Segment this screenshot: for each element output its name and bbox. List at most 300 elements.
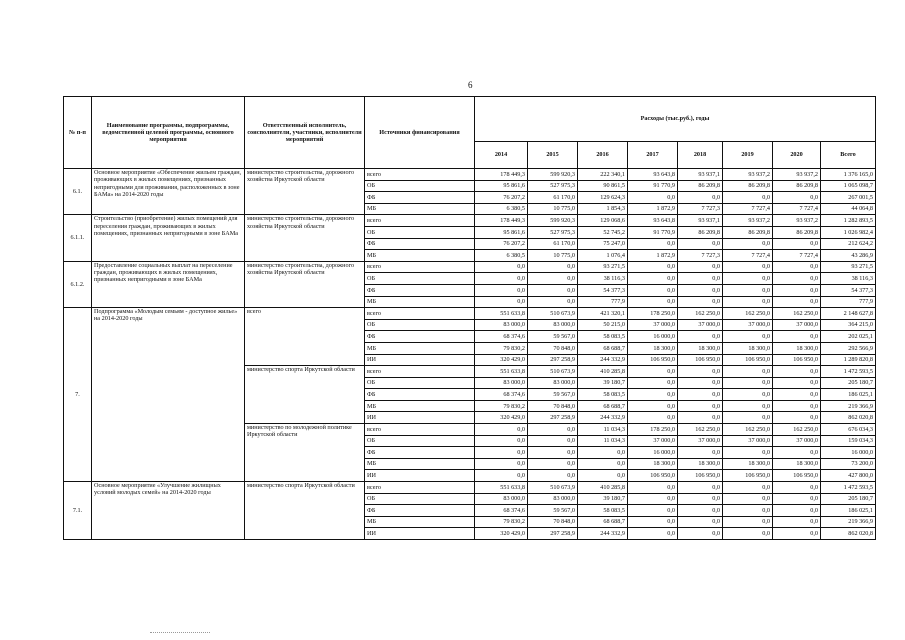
row-value: 0,0 [678, 482, 723, 494]
row-value: 37 000,0 [723, 435, 773, 447]
row-value: 0,0 [528, 435, 578, 447]
row-value: 0,0 [723, 493, 773, 505]
header-year: 2017 [628, 142, 678, 169]
row-source: ОБ [365, 377, 475, 389]
row-value: 0,0 [678, 238, 723, 250]
row-value: 292 566,9 [821, 342, 876, 354]
row-value: 7 727,4 [723, 203, 773, 215]
row-value: 0,0 [723, 273, 773, 285]
row-value: 18 300,0 [678, 458, 723, 470]
row-value: 0,0 [628, 400, 678, 412]
row-value: 0,0 [628, 389, 678, 401]
row-value: 0,0 [723, 516, 773, 528]
row-value: 212 624,2 [821, 238, 876, 250]
row-value: 70 848,0 [528, 342, 578, 354]
row-value: 59 567,0 [528, 505, 578, 517]
row-value: 427 800,0 [821, 470, 876, 482]
row-value: 777,9 [578, 296, 628, 308]
row-value: 0,0 [773, 516, 821, 528]
header-year: Всего [821, 142, 876, 169]
row-value: 162 250,0 [773, 424, 821, 436]
row-value: 91 770,9 [628, 180, 678, 192]
header-num: № п-п [64, 97, 92, 169]
row-value: 178 250,0 [628, 424, 678, 436]
row-title: Основное мероприятие «Обеспечение жильем граждан, проживающих в жилых помещениях, признанных непригодными для проживания, расположенных в зоне БАМа» на 2014-2020 годы [92, 169, 245, 215]
row-source: всего [365, 215, 475, 227]
row-title: Основное мероприятие «Улучшение жилищных условий молодых семей» на 2014-2020 годы [92, 482, 245, 540]
header-year: 2020 [773, 142, 821, 169]
header-expenses: Расходы (тыс.руб.), годы [475, 97, 876, 142]
row-value: 297 258,9 [528, 412, 578, 424]
row-value: 93 937,2 [773, 169, 821, 181]
row-value: 68 374,6 [475, 505, 528, 517]
table-row [64, 215, 876, 227]
row-value: 178 449,3 [475, 169, 528, 181]
row-value: 599 920,3 [528, 215, 578, 227]
row-source: всего [365, 366, 475, 378]
row-source: ФБ [365, 505, 475, 517]
row-value: 0,0 [723, 528, 773, 540]
row-value: 106 950,0 [773, 470, 821, 482]
header-name: Наименование программы, подпрограммы, ведомственной целевой программы, основного мероприятия [92, 97, 245, 169]
row-value: 0,0 [528, 284, 578, 296]
row-source: ФБ [365, 389, 475, 401]
row-value: 267 001,5 [821, 192, 876, 204]
row-source: ИИ [365, 470, 475, 482]
row-value: 50 215,0 [578, 319, 628, 331]
row-value: 93 271,5 [578, 261, 628, 273]
row-value: 0,0 [528, 447, 578, 459]
row-value: 0,0 [723, 296, 773, 308]
row-value: 0,0 [773, 261, 821, 273]
row-source: МБ [365, 342, 475, 354]
row-value: 37 000,0 [678, 435, 723, 447]
row-value: 599 920,3 [528, 169, 578, 181]
row-value: 79 830,2 [475, 516, 528, 528]
row-executor: министерство спорта Иркутской области [245, 366, 365, 424]
row-value: 68 374,6 [475, 331, 528, 343]
row-source: ФБ [365, 192, 475, 204]
row-value: 79 830,2 [475, 342, 528, 354]
row-value: 162 250,0 [723, 308, 773, 320]
row-executor: министерство строительства, дорожного хозяйства Иркутской области [245, 169, 365, 215]
row-value: 0,0 [678, 261, 723, 273]
row-value: 93 643,8 [628, 215, 678, 227]
row-value: 0,0 [723, 505, 773, 517]
row-value: 61 170,0 [528, 238, 578, 250]
row-value: 0,0 [723, 400, 773, 412]
row-value: 61 170,0 [528, 192, 578, 204]
row-value: 18 300,0 [628, 342, 678, 354]
row-value: 0,0 [773, 412, 821, 424]
row-value: 93 271,5 [821, 261, 876, 273]
row-source: ИИ [365, 528, 475, 540]
row-value: 16 000,0 [628, 447, 678, 459]
row-value: 510 673,9 [528, 308, 578, 320]
row-number: 6.1. [64, 169, 92, 215]
row-value: 93 937,1 [678, 169, 723, 181]
row-value: 16 000,0 [821, 447, 876, 459]
row-value: 68 688,7 [578, 516, 628, 528]
row-value: 0,0 [773, 447, 821, 459]
row-value: 0,0 [723, 447, 773, 459]
row-source: МБ [365, 296, 475, 308]
row-value: 0,0 [678, 273, 723, 285]
row-source: МБ [365, 203, 475, 215]
row-value: 0,0 [678, 366, 723, 378]
row-value: 244 332,9 [578, 528, 628, 540]
row-value: 410 285,8 [578, 366, 628, 378]
row-value: 1 065 098,7 [821, 180, 876, 192]
row-value: 1 376 165,0 [821, 169, 876, 181]
row-source: всего [365, 424, 475, 436]
row-value: 59 567,0 [528, 331, 578, 343]
row-value: 0,0 [628, 516, 678, 528]
row-value: 0,0 [628, 238, 678, 250]
row-value: 0,0 [678, 377, 723, 389]
header-year: 2016 [578, 142, 628, 169]
row-value: 39 180,7 [578, 493, 628, 505]
row-value: 7 727,4 [723, 250, 773, 262]
row-value: 0,0 [773, 331, 821, 343]
row-value: 0,0 [723, 331, 773, 343]
row-value: 0,0 [475, 424, 528, 436]
row-number: 7. [64, 308, 92, 482]
row-value: 59 567,0 [528, 389, 578, 401]
row-source: МБ [365, 400, 475, 412]
row-value: 86 209,8 [678, 226, 723, 238]
header-source: Источники финансирования [365, 97, 475, 169]
row-source: ФБ [365, 447, 475, 459]
row-value: 83 000,0 [528, 377, 578, 389]
row-value: 178 250,0 [628, 308, 678, 320]
row-value: 777,9 [821, 296, 876, 308]
row-value: 70 848,0 [528, 400, 578, 412]
row-value: 73 200,0 [821, 458, 876, 470]
row-value: 93 937,2 [773, 215, 821, 227]
row-value: 38 116,3 [821, 273, 876, 285]
row-value: 297 258,9 [528, 354, 578, 366]
row-source: всего [365, 261, 475, 273]
row-value: 86 209,8 [773, 180, 821, 192]
row-value: 37 000,0 [678, 319, 723, 331]
row-source: ИИ [365, 354, 475, 366]
row-executor: всего [245, 308, 365, 366]
row-value: 320 429,0 [475, 528, 528, 540]
row-value: 0,0 [723, 284, 773, 296]
row-value: 1 076,4 [578, 250, 628, 262]
row-value: 106 950,0 [773, 354, 821, 366]
row-value: 37 000,0 [628, 435, 678, 447]
row-value: 0,0 [678, 528, 723, 540]
row-value: 0,0 [628, 296, 678, 308]
row-value: 106 950,0 [723, 354, 773, 366]
row-value: 297 258,9 [528, 528, 578, 540]
row-value: 0,0 [773, 377, 821, 389]
row-value: 0,0 [678, 331, 723, 343]
row-value: 0,0 [723, 389, 773, 401]
row-value: 58 083,5 [578, 389, 628, 401]
row-value: 0,0 [628, 505, 678, 517]
row-value: 551 633,8 [475, 482, 528, 494]
row-value: 862 020,8 [821, 528, 876, 540]
row-value: 159 034,3 [821, 435, 876, 447]
row-value: 95 861,6 [475, 226, 528, 238]
row-value: 0,0 [628, 493, 678, 505]
row-value: 0,0 [773, 528, 821, 540]
row-value: 37 000,0 [773, 435, 821, 447]
row-value: 0,0 [678, 412, 723, 424]
row-value: 0,0 [528, 458, 578, 470]
row-source: ИИ [365, 412, 475, 424]
row-source: ОБ [365, 180, 475, 192]
row-value: 10 775,0 [528, 250, 578, 262]
row-value: 0,0 [678, 284, 723, 296]
row-value: 162 250,0 [678, 424, 723, 436]
row-value: 0,0 [678, 493, 723, 505]
table-header [64, 97, 876, 169]
table-row [64, 482, 876, 494]
row-source: ОБ [365, 273, 475, 285]
row-value: 129 624,3 [578, 192, 628, 204]
row-value: 1 026 982,4 [821, 226, 876, 238]
row-value: 106 950,0 [628, 354, 678, 366]
row-value: 54 377,3 [578, 284, 628, 296]
row-value: 527 975,3 [528, 226, 578, 238]
row-value: 510 673,9 [528, 482, 578, 494]
row-value: 0,0 [678, 505, 723, 517]
row-value: 83 000,0 [475, 319, 528, 331]
row-value: 93 937,2 [723, 215, 773, 227]
row-value: 0,0 [628, 528, 678, 540]
row-value: 86 209,8 [678, 180, 723, 192]
row-value: 551 633,8 [475, 366, 528, 378]
row-value: 0,0 [678, 516, 723, 528]
row-value: 205 180,7 [821, 493, 876, 505]
row-value: 186 025,1 [821, 389, 876, 401]
row-source: ОБ [365, 319, 475, 331]
row-value: 0,0 [773, 238, 821, 250]
row-value: 0,0 [773, 366, 821, 378]
row-source: МБ [365, 250, 475, 262]
row-value: 0,0 [773, 389, 821, 401]
row-title: Предоставление социальных выплат на переселение граждан, проживающих в жилых помещениях, признанных непригодными в зоне БАМа [92, 261, 245, 307]
row-value: 0,0 [475, 470, 528, 482]
row-value: 1 472 593,5 [821, 482, 876, 494]
row-value: 0,0 [475, 273, 528, 285]
row-executor: министерство по молодежной политике Иркутской области [245, 424, 365, 482]
row-value: 0,0 [528, 470, 578, 482]
row-value: 0,0 [678, 389, 723, 401]
row-title: Подпрограмма «Молодым семьям - доступное жилье» на 2014-2020 годы [92, 308, 245, 482]
row-value: 18 300,0 [723, 342, 773, 354]
row-value: 6 380,5 [475, 203, 528, 215]
row-number: 6.1.2. [64, 261, 92, 307]
row-value: 83 000,0 [528, 493, 578, 505]
row-value: 527 975,3 [528, 180, 578, 192]
row-value: 0,0 [723, 482, 773, 494]
row-value: 0,0 [773, 273, 821, 285]
row-value: 7 727,4 [773, 250, 821, 262]
header-executor: Ответственный исполнитель, соисполнители, участники, исполнители мероприятий [245, 97, 365, 169]
row-source: ОБ [365, 493, 475, 505]
table-row [64, 261, 876, 273]
row-value: 1 872,9 [628, 203, 678, 215]
row-value: 0,0 [773, 296, 821, 308]
row-value: 0,0 [528, 261, 578, 273]
row-source: ОБ [365, 435, 475, 447]
row-value: 83 000,0 [475, 493, 528, 505]
row-value: 93 937,1 [678, 215, 723, 227]
row-value: 86 209,8 [773, 226, 821, 238]
row-source: ФБ [365, 331, 475, 343]
row-value: 320 429,0 [475, 354, 528, 366]
row-value: 106 950,0 [723, 470, 773, 482]
row-value: 0,0 [773, 400, 821, 412]
header-year: 2018 [678, 142, 723, 169]
row-executor: министерство спорта Иркутской области [245, 482, 365, 540]
row-value: 0,0 [773, 505, 821, 517]
row-value: 421 320,1 [578, 308, 628, 320]
row-value: 37 000,0 [628, 319, 678, 331]
row-executor: министерство строительства, дорожного хозяйства Иркутской области [245, 261, 365, 307]
row-value: 93 643,8 [628, 169, 678, 181]
row-value: 0,0 [628, 366, 678, 378]
row-value: 0,0 [678, 296, 723, 308]
row-value: 0,0 [578, 470, 628, 482]
row-value: 1 289 820,8 [821, 354, 876, 366]
row-value: 0,0 [723, 366, 773, 378]
row-value: 93 937,2 [723, 169, 773, 181]
row-source: МБ [365, 516, 475, 528]
row-value: 7 727,3 [678, 203, 723, 215]
row-value: 90 861,5 [578, 180, 628, 192]
row-value: 106 950,0 [678, 470, 723, 482]
row-value: 0,0 [528, 424, 578, 436]
row-value: 68 688,7 [578, 400, 628, 412]
row-value: 0,0 [628, 412, 678, 424]
row-source: всего [365, 482, 475, 494]
row-number: 6.1.1. [64, 215, 92, 261]
row-value: 18 300,0 [678, 342, 723, 354]
row-value: 106 950,0 [628, 470, 678, 482]
row-value: 364 215,0 [821, 319, 876, 331]
table-body [64, 169, 876, 540]
row-value: 43 286,9 [821, 250, 876, 262]
row-value: 83 000,0 [528, 319, 578, 331]
row-value: 129 068,6 [578, 215, 628, 227]
row-value: 38 116,3 [578, 273, 628, 285]
row-value: 58 083,5 [578, 331, 628, 343]
row-value: 0,0 [628, 273, 678, 285]
row-source: МБ [365, 458, 475, 470]
row-value: 162 250,0 [723, 424, 773, 436]
row-value: 11 034,3 [578, 424, 628, 436]
row-value: 1 854,3 [578, 203, 628, 215]
row-value: 106 950,0 [678, 354, 723, 366]
row-value: 18 300,0 [723, 458, 773, 470]
header-year: 2015 [528, 142, 578, 169]
row-value: 0,0 [475, 284, 528, 296]
row-value: 0,0 [475, 296, 528, 308]
row-value: 0,0 [723, 377, 773, 389]
row-value: 0,0 [773, 493, 821, 505]
row-value: 0,0 [578, 458, 628, 470]
row-value: 76 207,2 [475, 192, 528, 204]
row-value: 76 207,2 [475, 238, 528, 250]
row-value: 410 285,8 [578, 482, 628, 494]
row-value: 37 000,0 [773, 319, 821, 331]
row-value: 320 429,0 [475, 412, 528, 424]
row-value: 178 449,3 [475, 215, 528, 227]
row-source: всего [365, 169, 475, 181]
row-value: 244 332,9 [578, 354, 628, 366]
row-value: 510 673,9 [528, 366, 578, 378]
page-number: 6 [468, 80, 473, 90]
row-source: ФБ [365, 238, 475, 250]
row-value: 52 745,2 [578, 226, 628, 238]
row-value: 68 688,7 [578, 342, 628, 354]
row-value: 0,0 [723, 412, 773, 424]
row-value: 0,0 [528, 273, 578, 285]
row-title: Строительство (приобретение) жилых помещений для переселения граждан, проживающих в жилых помещениях, признанных непригодными в зоне БАМа [92, 215, 245, 261]
row-value: 205 180,7 [821, 377, 876, 389]
row-value: 79 830,2 [475, 400, 528, 412]
row-value: 1 282 893,5 [821, 215, 876, 227]
row-value: 862 020,8 [821, 412, 876, 424]
row-value: 0,0 [628, 192, 678, 204]
row-value: 0,0 [578, 447, 628, 459]
row-value: 2 148 627,8 [821, 308, 876, 320]
row-value: 39 180,7 [578, 377, 628, 389]
row-value: 83 000,0 [475, 377, 528, 389]
row-value: 70 848,0 [528, 516, 578, 528]
row-value: 86 209,8 [723, 180, 773, 192]
row-value: 0,0 [628, 261, 678, 273]
row-value: 58 083,5 [578, 505, 628, 517]
row-value: 95 861,6 [475, 180, 528, 192]
row-value: 0,0 [723, 192, 773, 204]
row-value: 0,0 [475, 458, 528, 470]
row-number: 7.1. [64, 482, 92, 540]
row-value: 0,0 [475, 447, 528, 459]
row-value: 75 247,0 [578, 238, 628, 250]
header-year: 2019 [723, 142, 773, 169]
row-value: 6 380,5 [475, 250, 528, 262]
row-value: 219 366,9 [821, 516, 876, 528]
row-value: 0,0 [723, 261, 773, 273]
row-value: 1 472 593,5 [821, 366, 876, 378]
row-value: 162 250,0 [678, 308, 723, 320]
row-value: 0,0 [678, 447, 723, 459]
row-value: 244 332,9 [578, 412, 628, 424]
row-value: 54 377,3 [821, 284, 876, 296]
row-value: 222 340,1 [578, 169, 628, 181]
row-value: 676 034,3 [821, 424, 876, 436]
row-value: 162 250,0 [773, 308, 821, 320]
scan-specks [150, 632, 210, 634]
row-value: 1 872,9 [628, 250, 678, 262]
row-value: 219 366,9 [821, 400, 876, 412]
row-value: 16 000,0 [628, 331, 678, 343]
row-value: 0,0 [475, 435, 528, 447]
row-value: 0,0 [678, 400, 723, 412]
row-value: 91 770,9 [628, 226, 678, 238]
row-value: 0,0 [528, 296, 578, 308]
row-value: 7 727,3 [678, 250, 723, 262]
row-value: 68 374,6 [475, 389, 528, 401]
row-source: ОБ [365, 226, 475, 238]
